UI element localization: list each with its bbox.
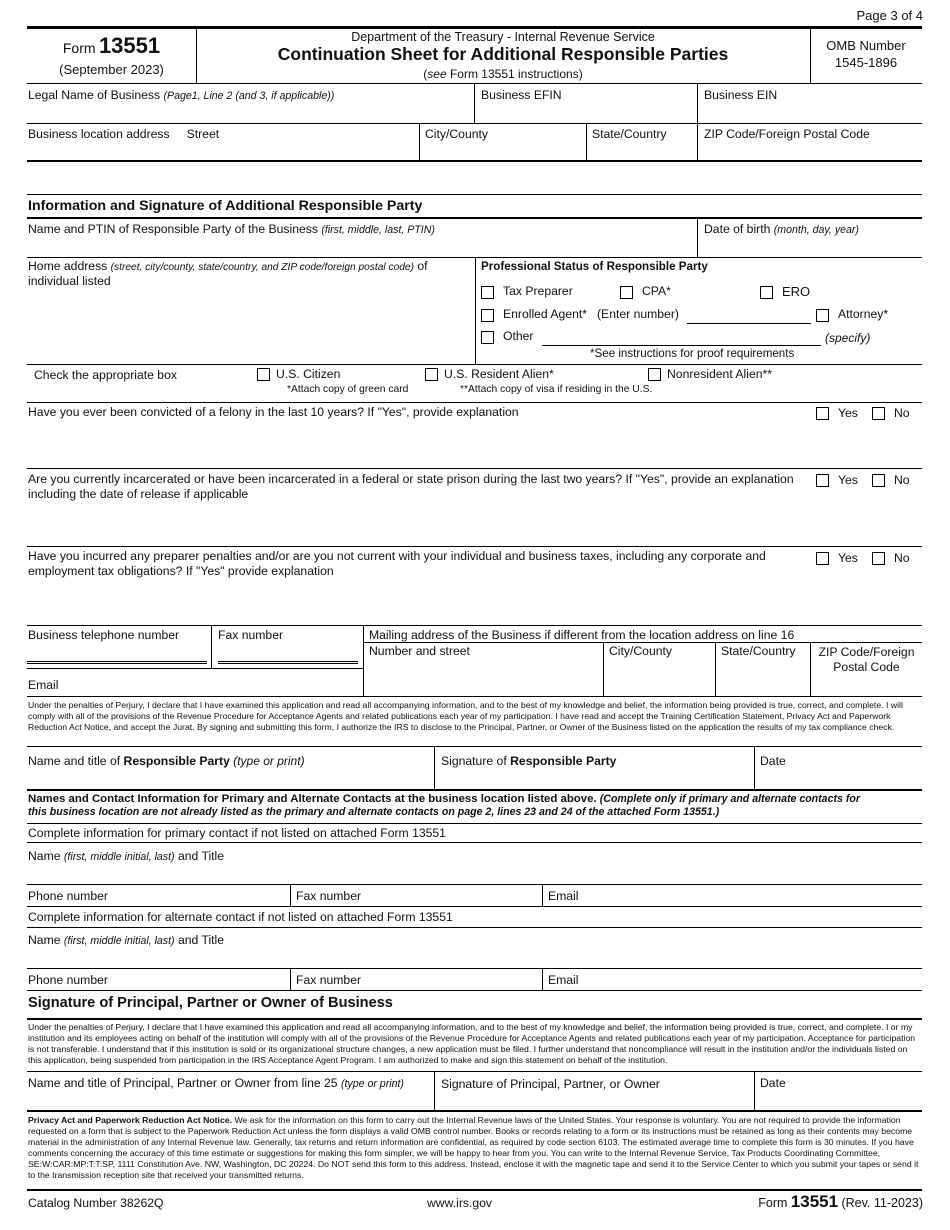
- mailing-street-field[interactable]: Number and street: [369, 644, 470, 658]
- principal-signature-field[interactable]: Signature of Principal, Partner, or Owner: [441, 1077, 660, 1091]
- enrolled-agent-number-line[interactable]: [687, 323, 811, 324]
- enrolled-agent-checkbox[interactable]: [481, 309, 494, 322]
- us-citizen-label: U.S. Citizen: [276, 367, 341, 381]
- nonresident-alien-label: Nonresident Alien**: [667, 367, 773, 381]
- perjury-statement-principal: Under the penalties of Perjury, I declare that I have examined this application and read all accompanying information, and to the best of my knowledge and belief, the information being provided is true, correct, and complete. I or my institution and its employees acting on behalf of the institution will comply with all of the provisions of the Revenue Procedure for Acceptance Agents and related publications each year of my participation. Acceptance for participation is not transferable. I understand that if this institution is sold or its organizational structure changes, a new application must be filed. I further understand that noncompliance will result in the institution and/or the individuals listed on this application, being suspended from participation in the IRS Acceptance Agent Program. I am authorized to make and sign this statement on behalf of the institution.: [28, 1022, 916, 1065]
- us-citizen-checkbox[interactable]: [257, 368, 270, 381]
- agency: Department of the Treasury - Internal Revenue Service: [351, 30, 655, 44]
- omb-number: 1545-1896: [834, 55, 898, 70]
- us-resident-alien-label: U.S. Resident Alien*: [444, 367, 554, 381]
- penalties-question: Have you incurred any preparer penalties and/or are you not current with your individual and business taxes, including any corporate and: [28, 549, 766, 563]
- incarceration-no-label: No: [894, 473, 910, 487]
- primary-fax-field[interactable]: Fax number: [296, 889, 362, 903]
- mailing-state-field[interactable]: State/Country: [721, 644, 796, 658]
- responsible-party-name-title-field[interactable]: Name and title of Responsible Party (type or print): [28, 754, 305, 768]
- principal-name-title-field[interactable]: Name and title of Principal, Partner or Owner from line 25 (type or print): [28, 1076, 404, 1090]
- alternate-contact-label: Complete information for alternate contact if not listed on attached Form 13551: [28, 910, 453, 924]
- form-title: Continuation Sheet for Additional Responsible Parties: [277, 44, 729, 64]
- privacy-act-notice: Privacy Act and Paperwork Reduction Act Notice. We ask for the information on this form to carry out the Internal Revenue laws of the United States. Your response is voluntary. You are not required to provide the information requested on a form that is subject to the Paperwork Reduction Act unless the form displays a valid OMB control number. Books or records relating to a form or its instructions must be retained as long as their contents may become material in the administration of any Internal Revenue law. Generally, tax returns and return information are confidential, as required by code section 6103. The estimated average time to complete this form is 30 minutes. If you have comments concerning the accuracy of this time estimate or suggestions for making this form simpler, we will be happy to hear from you. You can write to the Internal Revenue Service, Tax Products Coordinating Committee, SE:W:CAR:MP:T:T:SP, 1111 Constitution Ave. NW, Washington, DC 20224. Do NOT send this form to this address. Instead, enclose it with the magnetic tape and send it to the Service Center to which you submit your tapes or send it to the transmission reception site that received your transmitted returns.: [28, 1115, 919, 1180]
- principal-date-field[interactable]: Date: [760, 1076, 786, 1090]
- tax-preparer-label: Tax Preparer: [503, 284, 573, 298]
- form-number: 13551: [98, 33, 161, 58]
- alternate-fax-field[interactable]: Fax number: [296, 973, 362, 987]
- business-efin-field[interactable]: Business EFIN: [481, 88, 562, 102]
- felony-yes-label: Yes: [838, 406, 858, 420]
- primary-phone-field[interactable]: Phone number: [28, 889, 108, 903]
- specify-label: (specify): [825, 331, 871, 345]
- section-title-responsible-party: Information and Signature of Additional Responsible Party: [28, 198, 423, 214]
- date-of-birth-field[interactable]: Date of birth (month, day, year): [704, 222, 859, 236]
- alternate-email-field[interactable]: Email: [548, 973, 579, 987]
- mailing-zip-field[interactable]: ZIP Code/Foreign: [818, 645, 915, 659]
- cpa-checkbox[interactable]: [620, 286, 633, 299]
- incarceration-question-cont: including the date of release if applicable: [28, 487, 249, 501]
- mailing-address-label: Mailing address of the Business if different from the location address on line 16: [369, 628, 795, 642]
- penalties-yes-checkbox[interactable]: [816, 552, 829, 565]
- check-box-label: Check the appropriate box: [34, 368, 177, 382]
- city-county-field[interactable]: City/County: [425, 127, 488, 141]
- mailing-zip-label-cont: Postal Code: [833, 660, 900, 674]
- nonresident-alien-checkbox[interactable]: [648, 368, 661, 381]
- section-title-principal-signature: Signature of Principal, Partner or Owner of Business: [28, 995, 393, 1011]
- penalties-yes-label: Yes: [838, 551, 858, 565]
- perjury-statement-responsible-party: Under the penalties of Perjury, I declare that I have examined this application and read all accompanying information, and to the best of my knowledge and belief, the information being provided is true, correct, and complete. I will comply with all of the provisions of the Revenue Procedure for Acceptance Agents and related publications each year of my participation. I have read and accept the Training Certification Statement, Privacy Act and Paperwork Reduction Act Notice, and accept the Jurat. By signing and submitting this form, I authorize the IRS to disclose to the Principal, Partner, or Owner of the Business listed on the application the results of my tax compliance check.: [28, 700, 903, 732]
- legal-name-field[interactable]: Legal Name of Business (Page1, Line 2 (and 3, if applicable)): [28, 88, 335, 102]
- zip-code-field[interactable]: ZIP Code/Foreign Postal Code: [704, 127, 870, 141]
- business-telephone-field[interactable]: Business telephone number: [28, 628, 180, 642]
- penalties-no-checkbox[interactable]: [872, 552, 885, 565]
- responsible-party-date-field[interactable]: Date: [760, 754, 786, 768]
- instructions-reference: (see Form 13551 instructions): [423, 67, 583, 81]
- cpa-label: CPA*: [642, 284, 671, 298]
- professional-status-title: Professional Status of Responsible Party: [481, 260, 708, 273]
- catalog-number: Catalog Number 38262Q: [28, 1196, 164, 1210]
- state-country-field[interactable]: State/Country: [592, 127, 667, 141]
- incarceration-yes-checkbox[interactable]: [816, 474, 829, 487]
- other-label: Other: [503, 329, 534, 343]
- form-date: (September 2023): [59, 62, 164, 77]
- alternate-contact-name-field[interactable]: Name (first, middle initial, last) and Title: [28, 933, 225, 947]
- felony-no-label: No: [894, 406, 910, 420]
- form-id: Form 13551: [62, 33, 161, 58]
- penalties-question-cont: employment tax obligations? If "Yes" provide explanation: [28, 564, 334, 578]
- home-address-field[interactable]: Home address (street, city/county, state/country, and ZIP code/foreign postal code) of: [28, 259, 428, 273]
- ero-checkbox[interactable]: [760, 286, 773, 299]
- visa-note: **Attach copy of visa if residing in the U.S.: [460, 384, 653, 395]
- business-ein-field[interactable]: Business EIN: [704, 88, 778, 102]
- mailing-city-field[interactable]: City/County: [609, 644, 672, 658]
- us-resident-alien-checkbox[interactable]: [425, 368, 438, 381]
- green-card-note: *Attach copy of green card: [287, 384, 409, 395]
- felony-question: Have you ever been convicted of a felony in the last 10 years? If "Yes", provide explanation: [28, 405, 519, 419]
- irs-website-link[interactable]: www.irs.gov: [427, 1196, 493, 1210]
- other-checkbox[interactable]: [481, 331, 494, 344]
- proof-requirements-note: *See instructions for proof requirements: [590, 347, 795, 360]
- name-ptin-field[interactable]: Name and PTIN of Responsible Party of the Business (first, middle, last, PTIN): [28, 222, 435, 236]
- incarceration-question: Are you currently incarcerated or have been incarcerated in a federal or state prison during the last two years? If "Yes", provide an explanation: [28, 472, 794, 486]
- ero-label: ERO: [782, 284, 811, 299]
- contacts-section-title: Names and Contact Information for Primary and Alternate Contacts at the business location listed above. (Complete only if primary and alternate contacts for: [28, 793, 860, 805]
- alternate-phone-field[interactable]: Phone number: [28, 973, 108, 987]
- fax-number-field[interactable]: Fax number: [218, 628, 284, 642]
- attorney-checkbox[interactable]: [816, 309, 829, 322]
- primary-contact-label: Complete information for primary contact if not listed on attached Form 13551: [28, 826, 446, 840]
- felony-yes-checkbox[interactable]: [816, 407, 829, 420]
- attorney-label: Attorney*: [838, 307, 889, 321]
- primary-contact-name-field[interactable]: Name (first, middle initial, last) and Title: [28, 849, 225, 863]
- incarceration-no-checkbox[interactable]: [872, 474, 885, 487]
- email-field[interactable]: Email: [28, 678, 59, 692]
- location-address-field[interactable]: Business location address Street: [28, 127, 220, 141]
- footer-form-id: Form 13551 (Rev. 11-2023): [758, 1192, 923, 1211]
- page-indicator: Page 3 of 4: [856, 8, 923, 23]
- omb-label: OMB Number: [826, 38, 906, 53]
- incarceration-yes-label: Yes: [838, 473, 858, 487]
- other-specify-line[interactable]: [542, 345, 821, 346]
- enrolled-agent-label: Enrolled Agent*: [503, 307, 588, 321]
- felony-no-checkbox[interactable]: [872, 407, 885, 420]
- primary-email-field[interactable]: Email: [548, 889, 579, 903]
- home-address-label-cont: individual listed: [28, 274, 111, 288]
- responsible-party-signature-field[interactable]: Signature of Responsible Party: [441, 754, 617, 768]
- contacts-section-note: this business location are not already listed as the primary and alternate contacts on page 2, lines 23 and 24 of the attached Form 13551.): [28, 806, 720, 818]
- penalties-no-label: No: [894, 551, 910, 565]
- enter-number-label: (Enter number): [597, 307, 679, 321]
- tax-preparer-checkbox[interactable]: [481, 286, 494, 299]
